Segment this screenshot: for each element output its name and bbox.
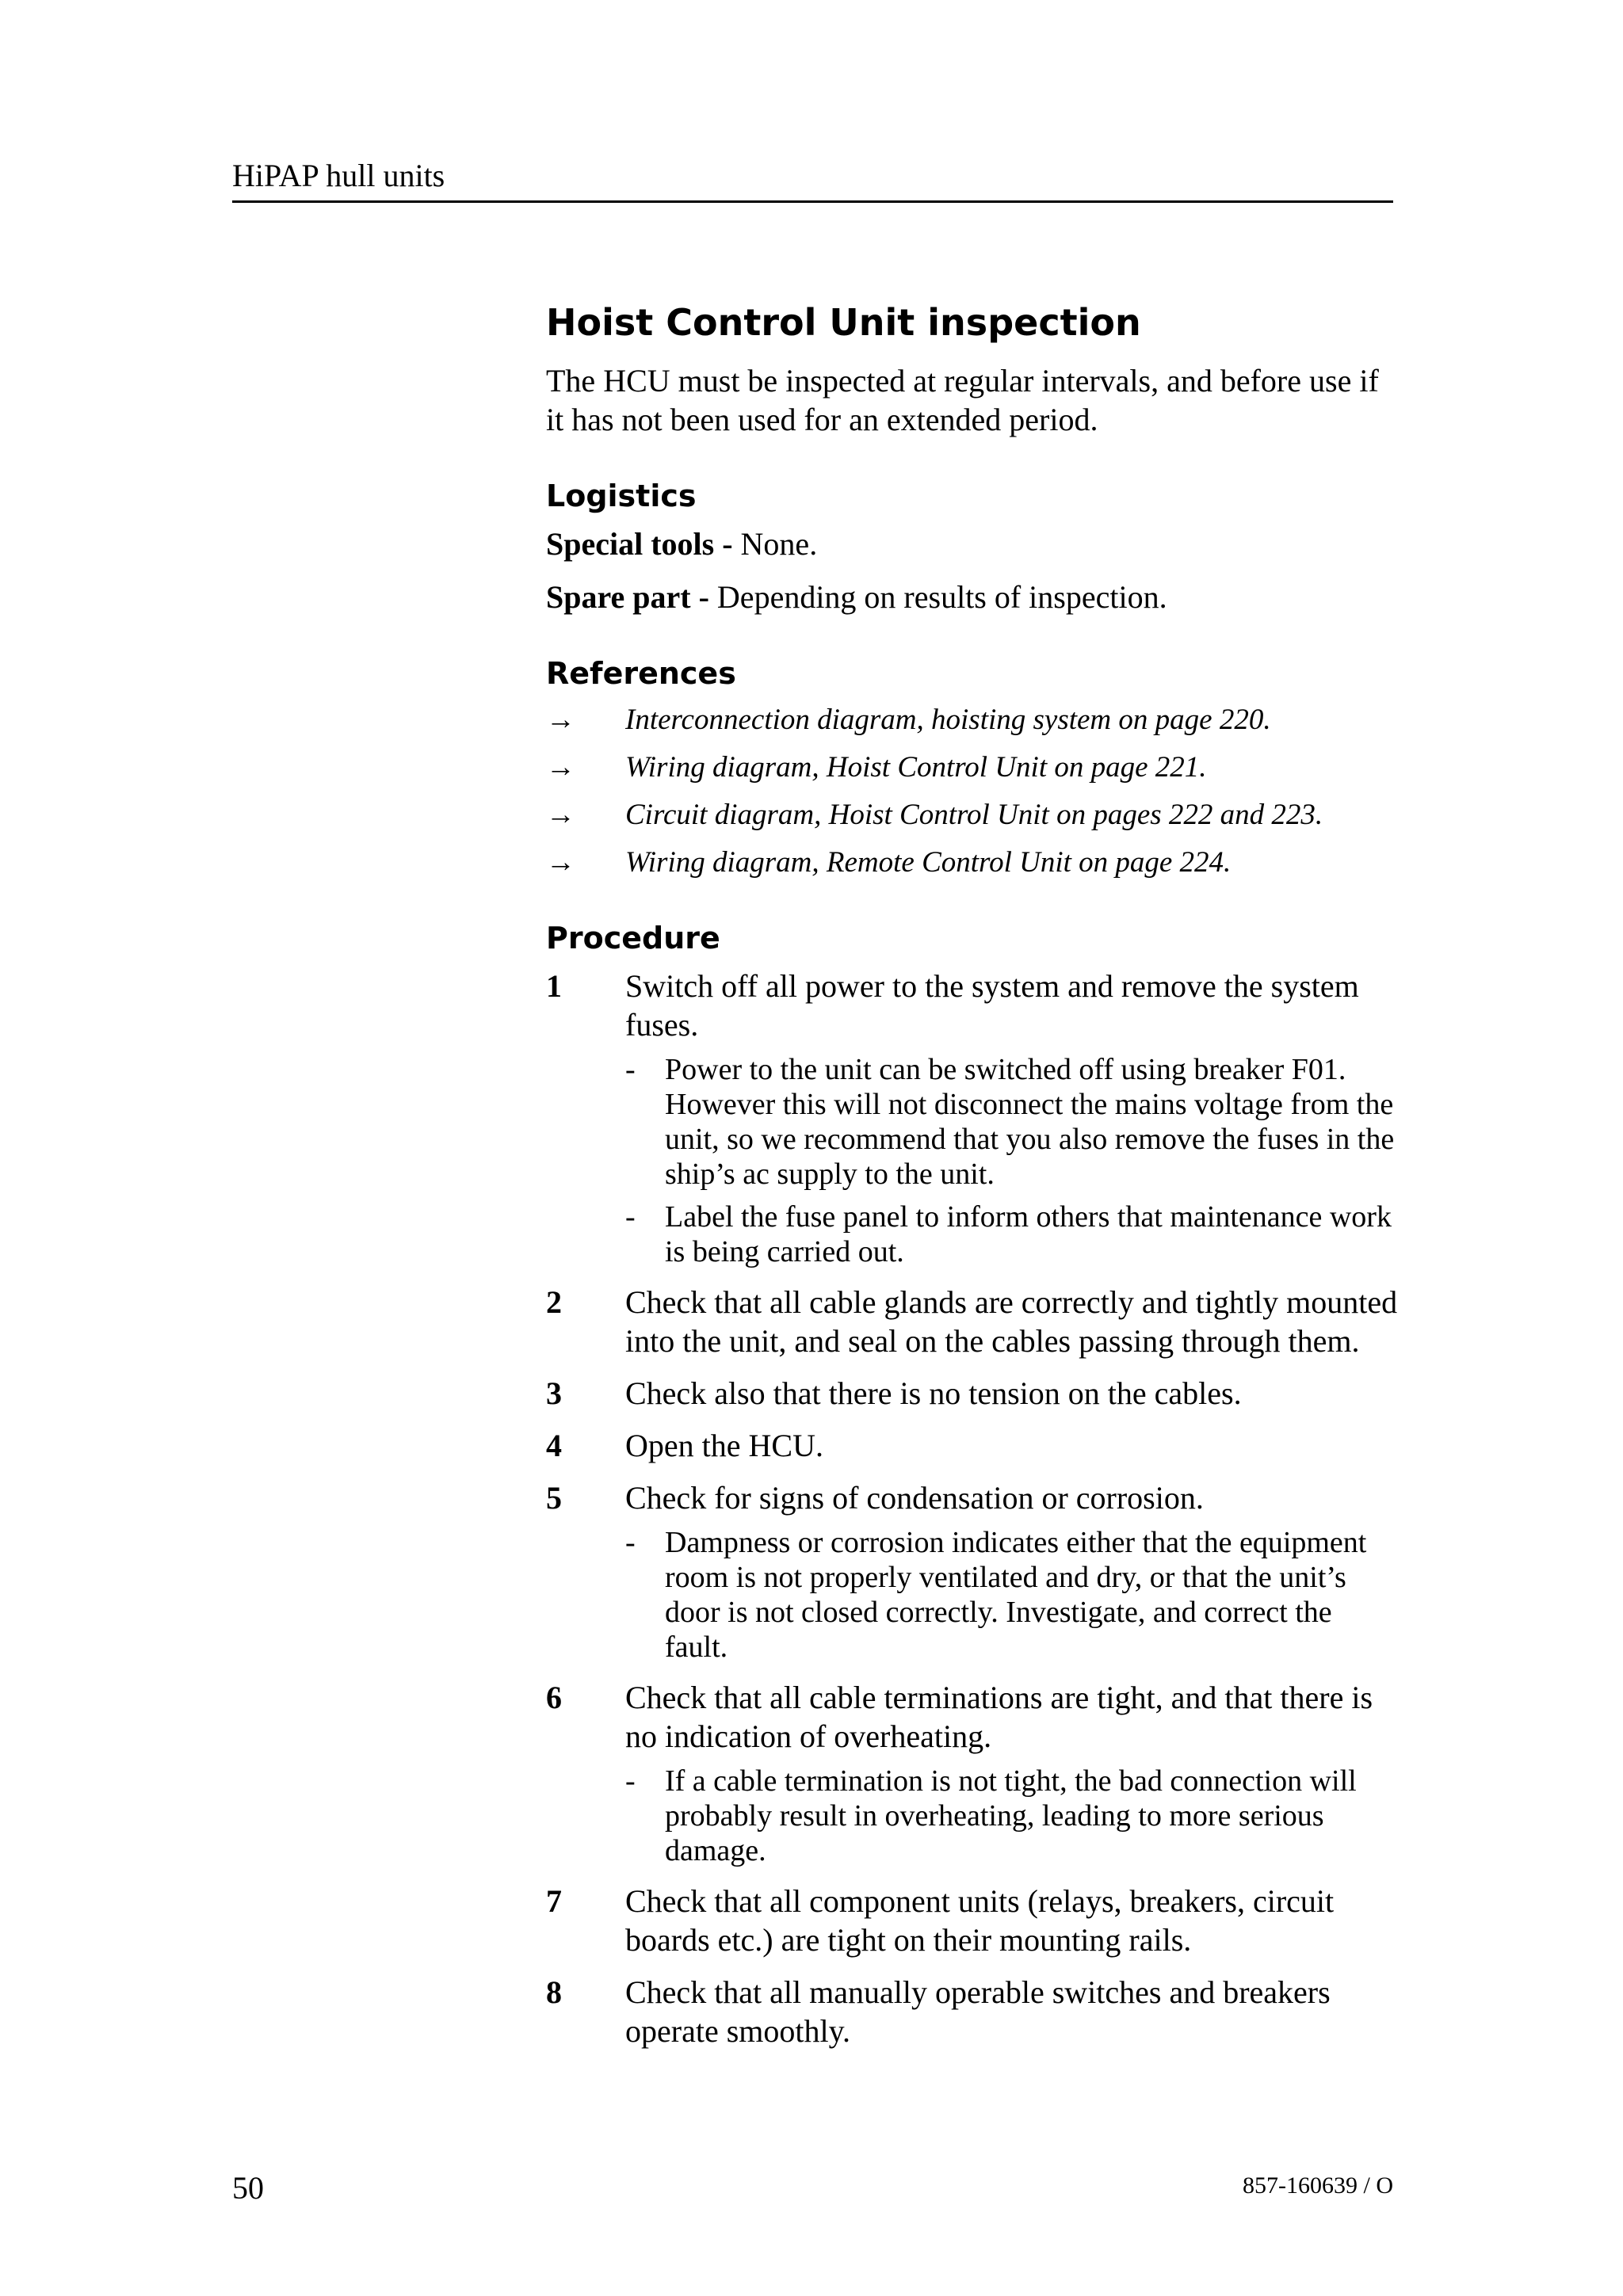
reference-text[interactable]: Wiring diagram, Remote Control Unit on page 224. <box>625 846 1232 879</box>
dash-bullet: - <box>625 1053 636 1086</box>
reference-item <box>546 797 1402 833</box>
step-text: Check also that there is no tension on the cables. <box>625 1375 1242 1411</box>
arrow-icon: → <box>546 751 575 784</box>
substep-text: Label the fuse panel to inform others that maintenance work is being carried out. <box>665 1200 1392 1268</box>
spare-part-label: Spare part - <box>546 579 709 615</box>
reference-item <box>546 749 1402 786</box>
reference-text[interactable]: Wiring diagram, Hoist Control Unit on page 221. <box>625 751 1207 784</box>
logistics-heading: Logistics <box>546 479 697 513</box>
step-number: 2 <box>546 1284 562 1320</box>
dash-bullet: - <box>625 1200 636 1234</box>
step-text: Check for signs of condensation or corrosion. <box>625 1480 1204 1516</box>
main-content <box>546 301 1402 2050</box>
references-heading: References <box>546 656 736 691</box>
substep-text: If a cable termination is not tight, the bad connection will probably result in overheating, leading to more serious damage. <box>665 1764 1357 1867</box>
header-rule <box>232 200 1393 203</box>
running-header: HiPAP hull units <box>232 158 445 193</box>
step-text: Open the HCU. <box>625 1428 823 1463</box>
page-number: 50 <box>232 2170 264 2206</box>
procedure-step <box>546 1973 1402 2050</box>
reference-text[interactable]: Circuit diagram, Hoist Control Unit on pages 222 and 223. <box>625 799 1323 831</box>
dash-bullet: - <box>625 1526 636 1559</box>
step-number: 5 <box>546 1480 562 1516</box>
step-number: 6 <box>546 1680 562 1715</box>
reference-item <box>546 702 1402 738</box>
dash-bullet: - <box>625 1764 636 1798</box>
arrow-icon: → <box>546 846 575 879</box>
step-substep <box>625 1199 1402 1269</box>
substep-text: Dampness or corrosion indicates either that the equipment room is not properly ventilated and dry, or that the unit’s door is not closed correctly. Investigate, and correct the fault. <box>665 1526 1367 1664</box>
special-tools-value: None. <box>740 526 818 562</box>
step-text: Check that all manually operable switches and breakers operate smoothly. <box>625 1974 1331 2049</box>
reference-item <box>546 845 1402 881</box>
step-text: Check that all cable glands are correctly and tightly mounted into the unit, and seal on the cables passing through them. <box>625 1284 1398 1359</box>
arrow-icon: → <box>546 704 575 736</box>
step-number: 7 <box>546 1883 562 1919</box>
procedure-step <box>546 1478 1402 1517</box>
reference-list <box>546 702 1402 881</box>
procedure-step <box>546 967 1402 1044</box>
procedure-step <box>546 1882 1402 1959</box>
arrow-icon: → <box>546 799 575 831</box>
step-text: Switch off all power to the system and remove the system fuses. <box>625 968 1359 1043</box>
step-number: 8 <box>546 1974 562 2010</box>
step-text: Check that all component units (relays, breakers, circuit boards etc.) are tight on their mounting rails. <box>625 1883 1335 1958</box>
step-number: 3 <box>546 1375 562 1411</box>
procedure-list <box>546 967 1402 2050</box>
procedure-step <box>546 1374 1402 1413</box>
spare-part-line <box>546 578 1402 616</box>
section-intro: The HCU must be inspected at regular intervals, and before use if it has not been used for an extended period. <box>546 363 1379 437</box>
spare-part-value: Depending on results of inspection. <box>716 579 1167 615</box>
step-substep <box>625 1052 1402 1192</box>
document-id: 857-160639 / O <box>1243 2172 1393 2199</box>
step-substep <box>625 1764 1402 1868</box>
procedure-step <box>546 1426 1402 1465</box>
procedure-heading: Procedure <box>546 921 720 955</box>
step-number: 1 <box>546 968 562 1004</box>
substep-text: Power to the unit can be switched off using breaker F01. However this will not disconnect the mains voltage from the unit, so we recommend that you also remove the fuses in the ship’s ac supply to the unit. <box>665 1053 1395 1191</box>
procedure-step <box>546 1678 1402 1756</box>
special-tools-label: Special tools - <box>546 526 733 562</box>
step-text: Check that all cable terminations are tight, and that there is no indication of overheating. <box>625 1680 1373 1754</box>
special-tools-line <box>546 524 1402 563</box>
section-title: Hoist Control Unit inspection <box>546 301 1141 344</box>
step-number: 4 <box>546 1428 562 1463</box>
step-substep <box>625 1525 1402 1665</box>
procedure-step <box>546 1283 1402 1360</box>
reference-text[interactable]: Interconnection diagram, hoisting system on page 220. <box>625 704 1271 736</box>
